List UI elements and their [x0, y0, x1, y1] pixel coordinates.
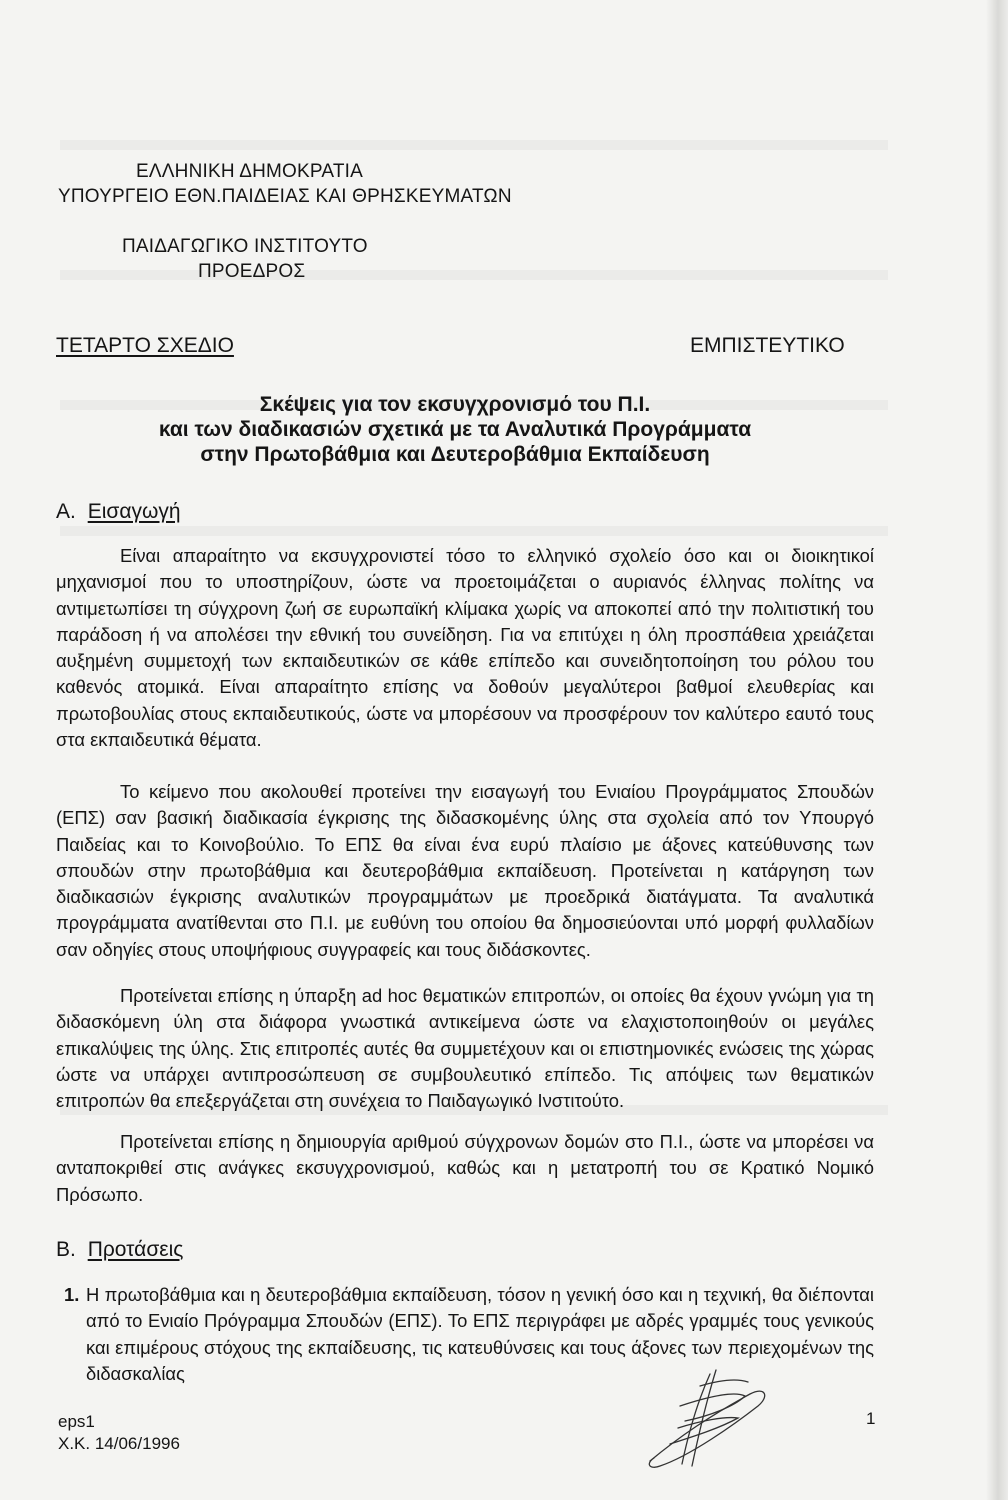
- signature: [640, 1366, 790, 1476]
- title-line-3: στην Πρωτοβάθμια και Δευτεροβάθμια Εκπαίδευση: [200, 443, 710, 466]
- signature-strokes: [649, 1370, 764, 1467]
- header-republic: ΕΛΛΗΝΙΚΗ ΔΗΜΟΚΡΑΤΙΑ: [136, 161, 363, 182]
- proposal-text: Η πρωτοβάθμια και η δευτεροβάθμια εκπαίδευση, τόσον η γενική όσο και η τεχνική, θα διέπονται από το Ενιαίο Πρόγραμμα Σπουδών (ΕΠΣ). Το ΕΠΣ περιγράφει με αδρές γραμμές τους γενικούς και επιμέρους στόχους της εκπαίδευσης, τις κατευθύνσεις και τους άξονες των περιεχομένων της διδασκαλίας: [86, 1284, 874, 1384]
- title-line-2: και των διαδικασιών σχετικά με τα Αναλυτικά Προγράμματα: [158, 418, 752, 441]
- bleed-through: [60, 526, 888, 536]
- paragraph-1-text: Είναι απαραίτητο να εκσυγχρονιστεί τόσο το ελληνικό σχολείο όσο και οι διοικητικοί μηχανισμοί που το υποστηρίζουν, ώστε να προετοιμάζεται ο αυριανός έλληνας πολίτης να αντιμετωπίσει τη σύγχρονη ζωή σε ευρωπαϊκή κλίμακα χωρίς να αποκοπεί από την πολιτιστική του παράδοση ή να απολέσει την εθνική του συνείδηση. Για να επιτύχει η όλη προσπάθεια χρειάζεται αυξημένη συμμετοχή των εκπαιδευτικών σε κάθε επίπεδο και συνειδητοποίηση του ρόλου του καθενός ατομικά. Είναι απαραίτητο επίσης να δοθούν μεγαλύτεροι βαθμοί ελευθερίας και πρωτοβουλίας στους εκπαιδευτικούς, ώστε να μπορέσουν να προσφέρουν τον καλύτερο εαυτό τους στα εκπαιδευτικά θέματα.: [56, 545, 874, 751]
- draft-label: ΤΕΤΑΡΤΟ ΣΧΕΔΙΟ: [56, 334, 234, 357]
- section-b-heading: [56, 1238, 183, 1262]
- document-title: [130, 392, 780, 467]
- header-ministry: ΥΠΟΥΡΓΕΙΟ ΕΘΝ.ΠΑΙΔΕΙΑΣ ΚΑΙ ΘΡΗΣΚΕΥΜΑΤΩΝ: [58, 186, 512, 207]
- paragraph-3: [56, 983, 874, 1114]
- page-edge-shadow: [986, 0, 1008, 1500]
- paragraph-2-text: Το κείμενο που ακολουθεί προτείνει την εισαγωγή του Ενιαίου Προγράμματος Σπουδών (ΕΠΣ) σαν βασική διαδικασία έγκρισης της διδασκομένης ύλης στα σχολεία από τον Υπουργό Παιδείας και το Κοινοβούλιο. Το ΕΠΣ θα είναι ένα ευρύ πλαίσιο με άξονες κατεύθυνσης των σπουδών στην πρωτοβάθμια και δευτεροβάθμια εκπαίδευση. Προτείνεται η κατάργηση των διαδικασιών έγκρισης αναλυτικών προγραμμάτων με προεδρικά διατάγματα. Τα αναλυτικά προγράμματα ανατίθενται στο Π.Ι. με ευθύνη του οποίου θα δημοσιεύονται υπό μορφή φυλλαδίων σαν οδηγίες στους υποψήφιους συγγραφείς και τους διδάσκοντες.: [56, 781, 874, 960]
- bleed-through: [60, 140, 888, 150]
- paragraph-2: [56, 779, 874, 963]
- footer-date: Χ.Κ. 14/06/1996: [58, 1434, 180, 1453]
- section-a-heading: [56, 500, 181, 524]
- section-b-letter: Β.: [56, 1238, 76, 1261]
- bleed-through: [60, 270, 888, 280]
- header-institute: ΠΑΙΔΑΓΩΓΙΚΟ ΙΝΣΤΙΤΟΥΤΟ: [122, 236, 368, 257]
- paragraph-4: [56, 1129, 874, 1208]
- paragraph-4-text: Προτείνεται επίσης η δημιουργία αριθμού σύγχρονων δομών στο Π.Ι., ώστε να μπορέσει να ανταποκριθεί στις ανάγκες εκσυγχρονισμού, καθώς και η μετατροπή του σε Κρατικό Νομικό Πρόσωπο.: [56, 1131, 874, 1205]
- page-number: 1: [866, 1409, 876, 1428]
- title-line-1: Σκέψεις για τον εκσυγχρονισμό του Π.Ι.: [259, 393, 651, 416]
- proposal-number: 1.: [64, 1284, 80, 1305]
- header-president: ΠΡΟΕΔΡΟΣ: [198, 261, 306, 282]
- section-b-title: Προτάσεις: [87, 1238, 184, 1261]
- section-a-letter: Α.: [56, 500, 76, 523]
- paragraph-3-text: Προτείνεται επίσης η ύπαρξη ad hoc θεματικών επιτροπών, οι οποίες θα έχουν γνώμη για τη διδασκόμενη ύλη στα διάφορα γνωστικά αντικείμενα ώστε να ελαχιστοποιηθούν οι μεγάλες επικαλύψεις της ύλης. Στις επιτροπές αυτές θα συμμετέχουν και οι επιστημονικές ενώσεις της χώρας ώστε να υπάρχει αντιπροσώπευση σε συμβουλευτικό επίπεδο. Τις απόψεις των θεματικών επιτροπών θα επεξεργάζεται στη συνέχεια το Παιδαγωγικό Ινστιτούτο.: [56, 985, 874, 1112]
- section-a-title: Εισαγωγή: [87, 500, 181, 523]
- confidential-label: ΕΜΠΙΣΤΕΥΤΙΚΟ: [690, 334, 845, 357]
- paragraph-1: [56, 543, 874, 753]
- footer-doc-code: eps1: [58, 1412, 95, 1431]
